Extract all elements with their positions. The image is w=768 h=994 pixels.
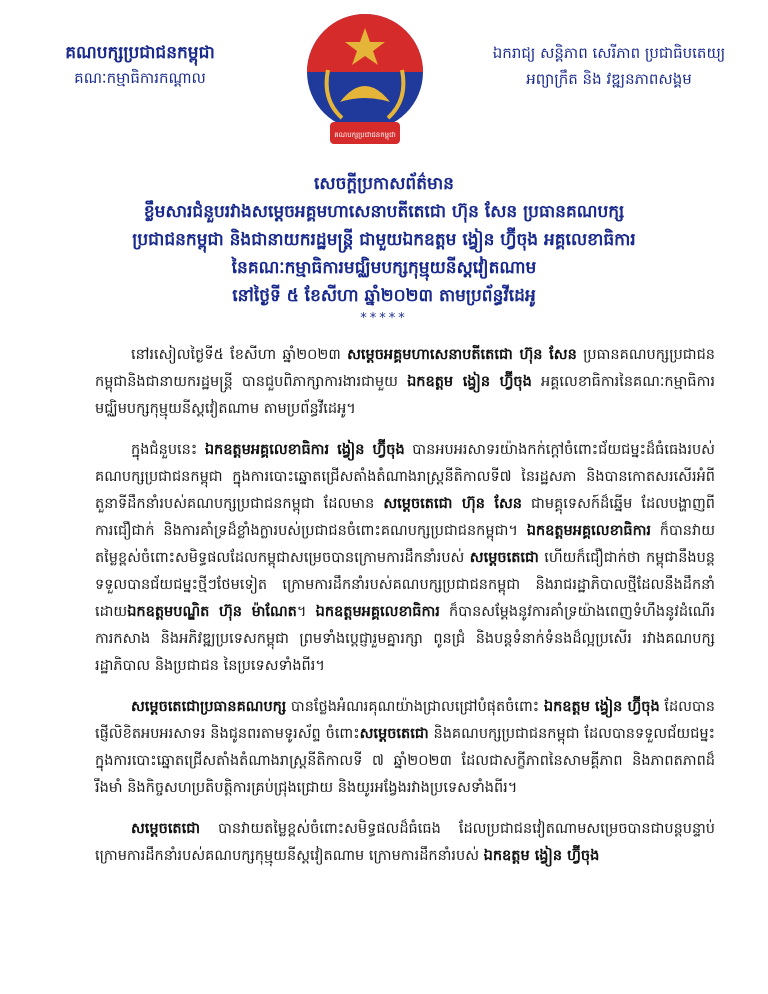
p4-bold-nguyen-phu-trong: ឯកឧត្តម ង្វៀន ហ្វ៊ីចុង: [483, 848, 600, 864]
p3-bold-party-president: សម្តេចតេជោប្រធានគណបក្ស: [131, 699, 287, 715]
national-motto: [484, 40, 734, 92]
title-line-3: ប្រជាជនកម្ពុជា និងជានាយករដ្ឋមន្រ្តី ជាមួយឯកឧត្តម ង្វៀន ហ្វ៊ីចុង អគ្គលេខាធិការ: [132, 230, 636, 250]
p2-text-a: ក្នុងជំនួបនេះ: [131, 442, 205, 458]
p1-text-c: ប្រធានគណបក្សប្រជាជនកម្ពុជានិងជានាយករដ្ឋមន្ត្រី បានជួបពិភាក្សាការងារជាមួយ: [95, 347, 715, 390]
p2-bold-techo: សម្តេចតេជោ: [469, 550, 539, 566]
paragraph-1: [95, 342, 715, 423]
title-line-4: នៃគណៈកម្មាធិការមជ្ឈិមបក្សកុម្មុយនីស្តវៀតណាម: [231, 258, 537, 278]
p3-text-c: បានថ្លែងអំណរគុណយ៉ាងជ្រាលជ្រៅបំផុតចំពោះ: [286, 699, 544, 715]
motto-line-1: ឯករាជ្យ សន្តិភាព សេរីភាព ប្រជាធិបតេយ្យ: [492, 44, 726, 62]
motto-line-2: អព្យាក្រឹត និង វឌ្ឍនភាពសង្គម: [526, 70, 692, 88]
press-release-body: [95, 342, 715, 884]
title-line-2: ខ្លឹមសារជំនួបរវាងសម្តេចអគ្គមហាសេនាបតីតេជោ ហ៊ុន សែន ប្រធានគណបក្ស: [143, 202, 625, 222]
p3-text-g: និងគណបក្សប្រជាជនកម្ពុជា ដែលបានទទួលជ័យជម្នះក្នុងការបោះឆ្នោតជ្រើសតាំងតំណាងរាស្ត្រនីតិកាលទី ៧ ឆ្នាំ២០២៣ ដែលជាសក្ខីភាពនៃសាមគ្គីភាព និងភាពតភាពដ៏រឹងមាំ និងកិច្ចសហប្រតិបត្តិការគ្រប់ជ្រុងជ្រោយ និងយូរអង្វែងរវាងប្រទេសទាំងពីរ។: [95, 726, 715, 796]
p1-text-e: អគ្គលេខាធិការនៃគណៈកម្មាធិការមជ្ឈិមបក្សកុម្មុយនីស្តវៀតណាម តាមប្រព័ន្ធវីដេអូ។: [95, 374, 715, 417]
party-logo: [300, 10, 430, 150]
p2-text-c: បានអបអរសាទរយ៉ាងកក់ក្តៅចំពោះជ័យជម្នះដ៏ធំធេងរបស់គណបក្សប្រជាជនកម្ពុជា ក្នុងការបោះឆ្នោតជ្រើសតាំងតំណាងរាស្ត្រនីតិកាលទី៧ នៃរដ្ឋសភា និងបានកោតសរសើរអំពីតួនាទីដឹកនាំរបស់គណបក្សប្រជាជនកម្ពុជា ដែលមាន: [95, 442, 715, 512]
p2-bold-secretary-general: ឯកឧត្តមអគ្គលេខាធិការ ង្វៀន ហ្វ៊ីចុង: [204, 442, 405, 458]
party-block: [40, 40, 240, 90]
p2-bold-secretary-general-2: ឯកឧត្តមអគ្គលេខាធិការ: [526, 523, 651, 539]
p2-bold-secretary-general-3: ឯកឧត្តមអគ្គលេខាធិការ: [315, 604, 440, 620]
paragraph-3: [95, 694, 715, 802]
logo-banner-text: គណបក្សប្រជាជនកម្ពុជា: [334, 131, 396, 139]
p2-bold-hun-manet: ឯកឧត្តមបណ្ឌិត ហ៊ុន ម៉ាណែត: [127, 604, 297, 620]
title-heading: សេចក្តីប្រកាសព័ត៌មាន: [314, 174, 454, 194]
p1-text-a: នៅរសៀលថ្ងៃទី៥ ខែសីហា ឆ្នាំ២០២៣: [131, 347, 348, 363]
p1-bold-nguyen-phu-trong: ឯកឧត្តម ង្វៀន ហ្វ៊ីចុង: [407, 374, 532, 390]
p3-text-e: ដែលបានផ្ញើលិខិតអបអរសាទរ និងជូនពរតាមទូរស័ព្ទ ចំពោះ: [95, 699, 715, 742]
party-committee: គណៈកម្មាធិការកណ្ដាល: [74, 69, 206, 87]
p1-bold-hun-sen: សម្តេចអគ្គមហាសេនាបតីតេជោ ហ៊ុន សែន: [347, 347, 577, 363]
title-date-line: នៅថ្ងៃទី ៥ ខែសីហា ឆ្នាំ២០២៣ តាមប្រព័ន្ធវីដេអូ: [232, 286, 536, 306]
paragraph-2: [95, 437, 715, 680]
press-release-title: [40, 170, 728, 328]
party-name: គណបក្សប្រជាជនកម្ពុជា: [65, 43, 215, 63]
p2-text-e: ជាមគ្គុទេសក៍ដ៏ឆ្នើម ដែលបង្ហាញពីការជឿជាក់ និងការគាំទ្រដ៏ខ្លាំងក្លារបស់ប្រជាជនចំពោះគណបក្សប្រជាជនកម្ពុជា។: [95, 496, 715, 539]
p2-bold-hun-sen: សម្តេចតេជោ ហ៊ុន សែន: [383, 496, 522, 512]
letterhead: [0, 0, 768, 160]
p4-text-c: បានវាយតម្លៃខ្ពស់ចំពោះសមិទ្ធផលដ៏ធំធេង ដែលប្រជាជនវៀតណាមសម្រេចបានជាបន្តបន្ទាប់ក្រោមការដឹកនាំរបស់គណបក្សកុម្មុយនីស្តវៀតណាម ក្រោមការដឹកនាំរបស់: [95, 821, 715, 864]
paragraph-4: [95, 816, 715, 870]
title-separator: *****: [360, 311, 408, 326]
p2-text-i: ហើយក៏ជឿជាក់ថា កម្ពុជានឹងបន្តទទួលបានជ័យជម្នះថ្មីៗថែមទៀត ក្រោមការដឹកនាំរបស់គណបក្សប្រជាជនកម្ពុជា និងរាជរដ្ឋាភិបាលថ្មីដែលនឹងដឹកនាំដោយ: [95, 550, 716, 620]
p2-text-m: ក៏បានសម្តែងនូវការគាំទ្រយ៉ាងពេញទំហឹងនូវដំណើរការកសាង និងអភិវឌ្ឍប្រទេសកម្ពុជា ព្រមទាំងប្តេជ្ញារួមគ្នារក្សា ពូនជ្រំ និងបន្តទំនាក់ទំនងដ៏ល្អប្រសើរ រវាងគណបក្ស រដ្ឋាភិបាល និងប្រជាជន នៃប្រទេសទាំងពីរ។: [95, 604, 715, 674]
p3-bold-techo: សម្តេចតេជោ: [359, 726, 429, 742]
p2-text-k: ។: [296, 604, 316, 620]
p3-bold-nguyen-phu-trong: ឯកឧត្តម ង្វៀន ហ្វ៊ីចុង: [543, 699, 660, 715]
p4-bold-techo: សម្តេចតេជោ: [131, 821, 201, 837]
p2-text-g: ក៏បានវាយតម្លៃខ្ពស់ចំពោះសមិទ្ធផលដែលកម្ពុជាសម្រេចបានក្រោមការដឹកនាំរបស់: [95, 523, 715, 566]
